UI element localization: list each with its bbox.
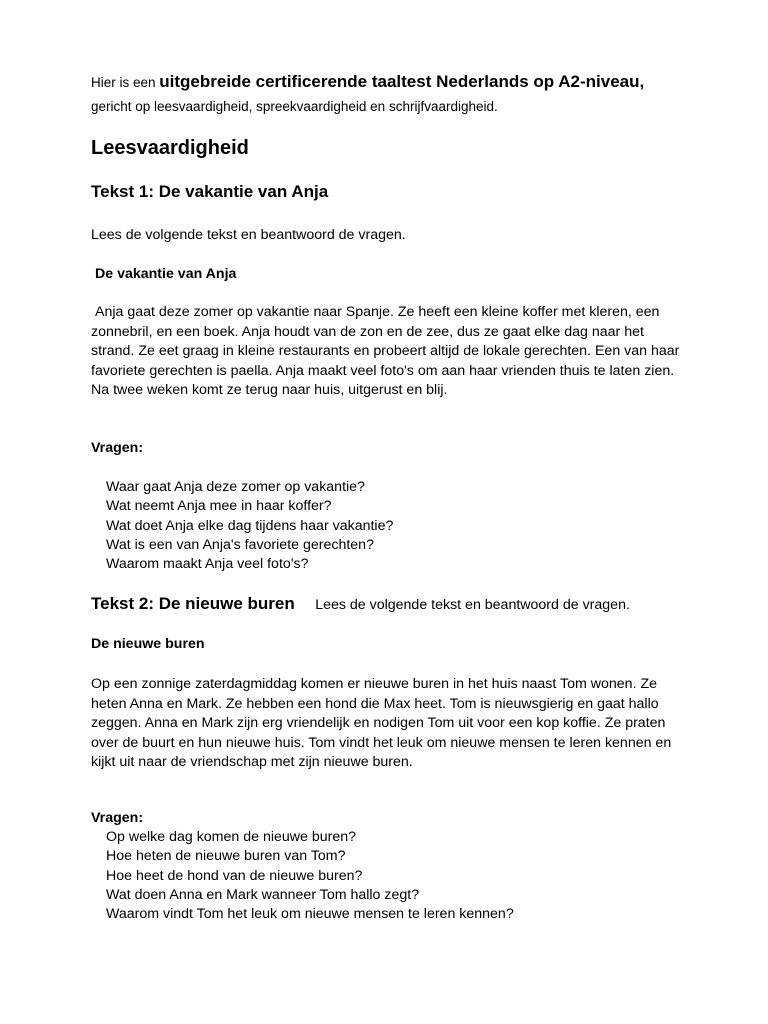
text2-subtitle: De nieuwe buren bbox=[91, 636, 205, 652]
text2-body: Op een zonnige zaterdagmiddag komen er nieuwe buren in het huis naast Tom wonen. Ze heten Anna en Mark. Ze hebben een hond die Max heet. Tom is nieuwsgierig en gaat hallo zeggen. Anna en Mark zijn erg vriendelijk en nodigen Tom uit voor een kop koffie. Ze praten over de buurt en hun nieuwe huis. Tom vindt het leuk om nieuwe mensen te leren kennen en kijkt uit naar de vriendschap met zijn nieuwe buren. bbox=[91, 676, 672, 770]
list-item: Wat doen Anna en Mark wanneer Tom hallo zegt? bbox=[106, 886, 420, 903]
text1-question-list bbox=[106, 478, 393, 574]
text1-heading: Tekst 1: De vakantie van Anja bbox=[91, 182, 329, 201]
list-item: Hoe heet de hond van de nieuwe buren? bbox=[106, 867, 363, 884]
list-item: Wat is een van Anja's favoriete gerechten? bbox=[106, 536, 374, 553]
text2-questions-label: Vragen: bbox=[91, 810, 144, 826]
text2-question-list bbox=[106, 828, 514, 924]
list-item: Op welke dag komen de nieuwe buren? bbox=[106, 829, 357, 845]
list-item: Hoe heten de nieuwe buren van Tom? bbox=[106, 848, 346, 865]
list-item: Wat doet Anja elke dag tijdens haar vakantie? bbox=[106, 517, 394, 534]
list-item: Waarom vindt Tom het leuk om nieuwe mensen te leren kennen? bbox=[106, 906, 514, 923]
text2-heading: Tekst 2: De nieuwe buren bbox=[91, 594, 295, 613]
text2-heading-row bbox=[91, 594, 630, 614]
intro-paragraph bbox=[91, 70, 681, 119]
section-title: Leesvaardigheid bbox=[91, 137, 249, 159]
text1-body: Anja gaat deze zomer op vakantie naar Spanje. Ze heeft een kleine koffer met kleren, een zonnebril, en een boek. Anja houdt van de zon en de zee, dus ze gaat elke dag naar het strand. Ze eet graag in kleine restaurants en probeert altijd de lokale gerechten. Een van haar favoriete gerechten is paella. Anja maakt veel foto's om aan haar vrienden thuis te laten zien. Na twee weken komt ze terug naar huis, uitgerust en blij. bbox=[91, 304, 680, 398]
text2-instruction: Lees de volgende tekst en beantwoord de vragen. bbox=[315, 597, 630, 613]
list-item: Waar gaat Anja deze zomer op vakantie? bbox=[106, 479, 365, 495]
list-item: Wat neemt Anja mee in haar koffer? bbox=[106, 498, 332, 515]
text1-subtitle: De vakantie van Anja bbox=[95, 266, 237, 282]
text1-questions-label: Vragen: bbox=[91, 440, 144, 456]
intro-prefix: Hier is een bbox=[91, 75, 160, 90]
intro-bold: uitgebreide certificerende taaltest Nederlands op A2-niveau, bbox=[159, 72, 645, 91]
list-item: Waarom maakt Anja veel foto's? bbox=[106, 556, 309, 573]
intro-suffix: gericht op leesvaardigheid, spreekvaardigheid en schrijfvaardigheid. bbox=[91, 99, 498, 114]
text1-instruction: Lees de volgende tekst en beantwoord de vragen. bbox=[91, 227, 406, 243]
